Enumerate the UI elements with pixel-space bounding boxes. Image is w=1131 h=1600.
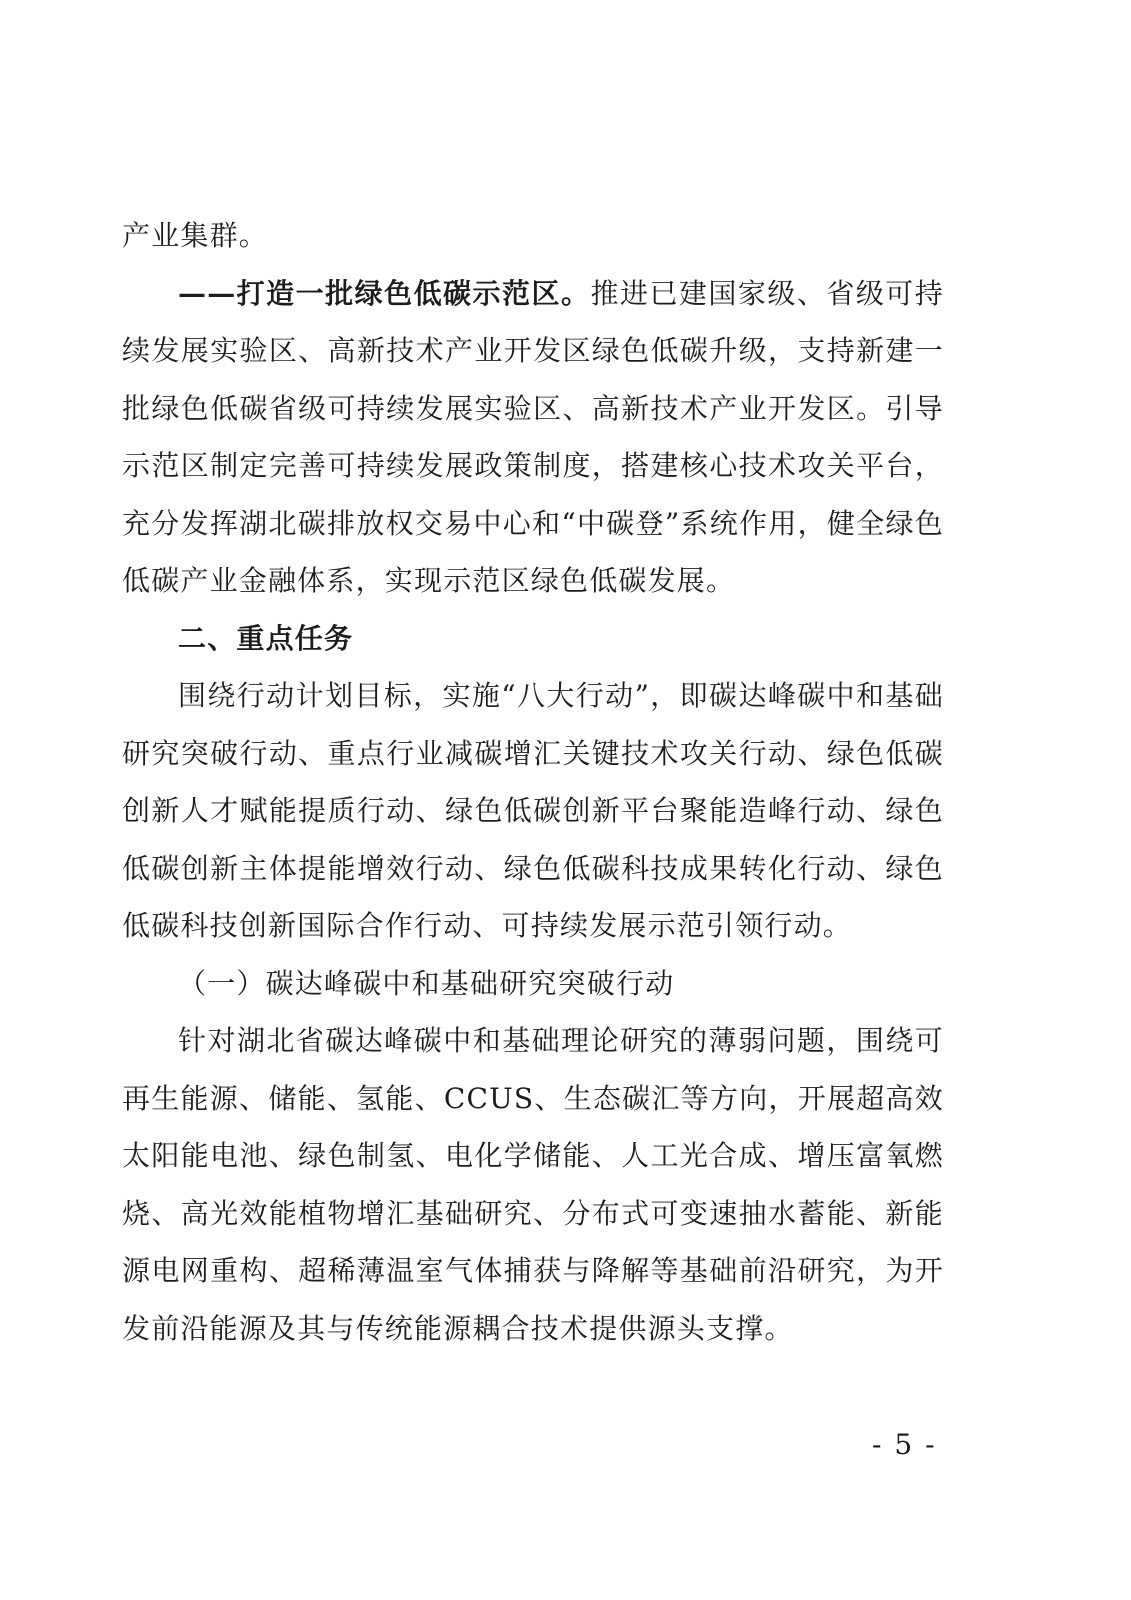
subsection-heading: （一）碳达峰碳中和基础研究突破行动 [178,966,675,1000]
demo-zone-paragraph [122,265,944,610]
page-number: - 5 - [872,1428,937,1461]
document-body [122,207,944,1357]
continuation-paragraph: 产业集群。 [122,219,269,252]
demo-zone-body: 推进已建国家级、省级可持续发展实验区、高新技术产业开发区绿色低碳升级，支持新建一批绿色低碳省级可持续发展实验区、高新技术产业开发区。引导示范区制定完善可持续发展政策制度，搭建核心技术攻关平台，充分发挥湖北碳排放权交易中心和“中碳登”系统作用，健全绿色低碳产业金融体系，实现示范区绿色低碳发展。 [122,276,944,597]
demo-zone-lead: ——打造一批绿色低碳示范区。 [178,276,591,310]
section-intro-paragraph: 围绕行动计划目标，实施“八大行动”，即碳达峰碳中和基础研究突破行动、重点行业减碳增汇关键技术攻关行动、绿色低碳创新人才赋能提质行动、绿色低碳创新平台聚能造峰行动、绿色低碳创新主体提能增效行动、绿色低碳科技成果转化行动、绿色低碳科技创新国际合作行动、可持续发展示范引领行动。 [122,679,944,942]
section-heading: 二、重点任务 [178,621,354,655]
subsection-body-paragraph: 针对湖北省碳达峰碳中和基础理论研究的薄弱问题，围绕可再生能源、储能、氢能、CCUS、生态碳汇等方向，开展超高效太阳能电池、绿色制氢、电化学储能、人工光合成、增压富氧燃烧、高光效能植物增汇基础研究、分布式可变速抽水蓄能、新能源电网重构、超稀薄温室气体捕获与降解等基础前沿研究，为开发前沿能源及其与传统能源耦合技术提供源头支撑。 [122,1024,944,1345]
